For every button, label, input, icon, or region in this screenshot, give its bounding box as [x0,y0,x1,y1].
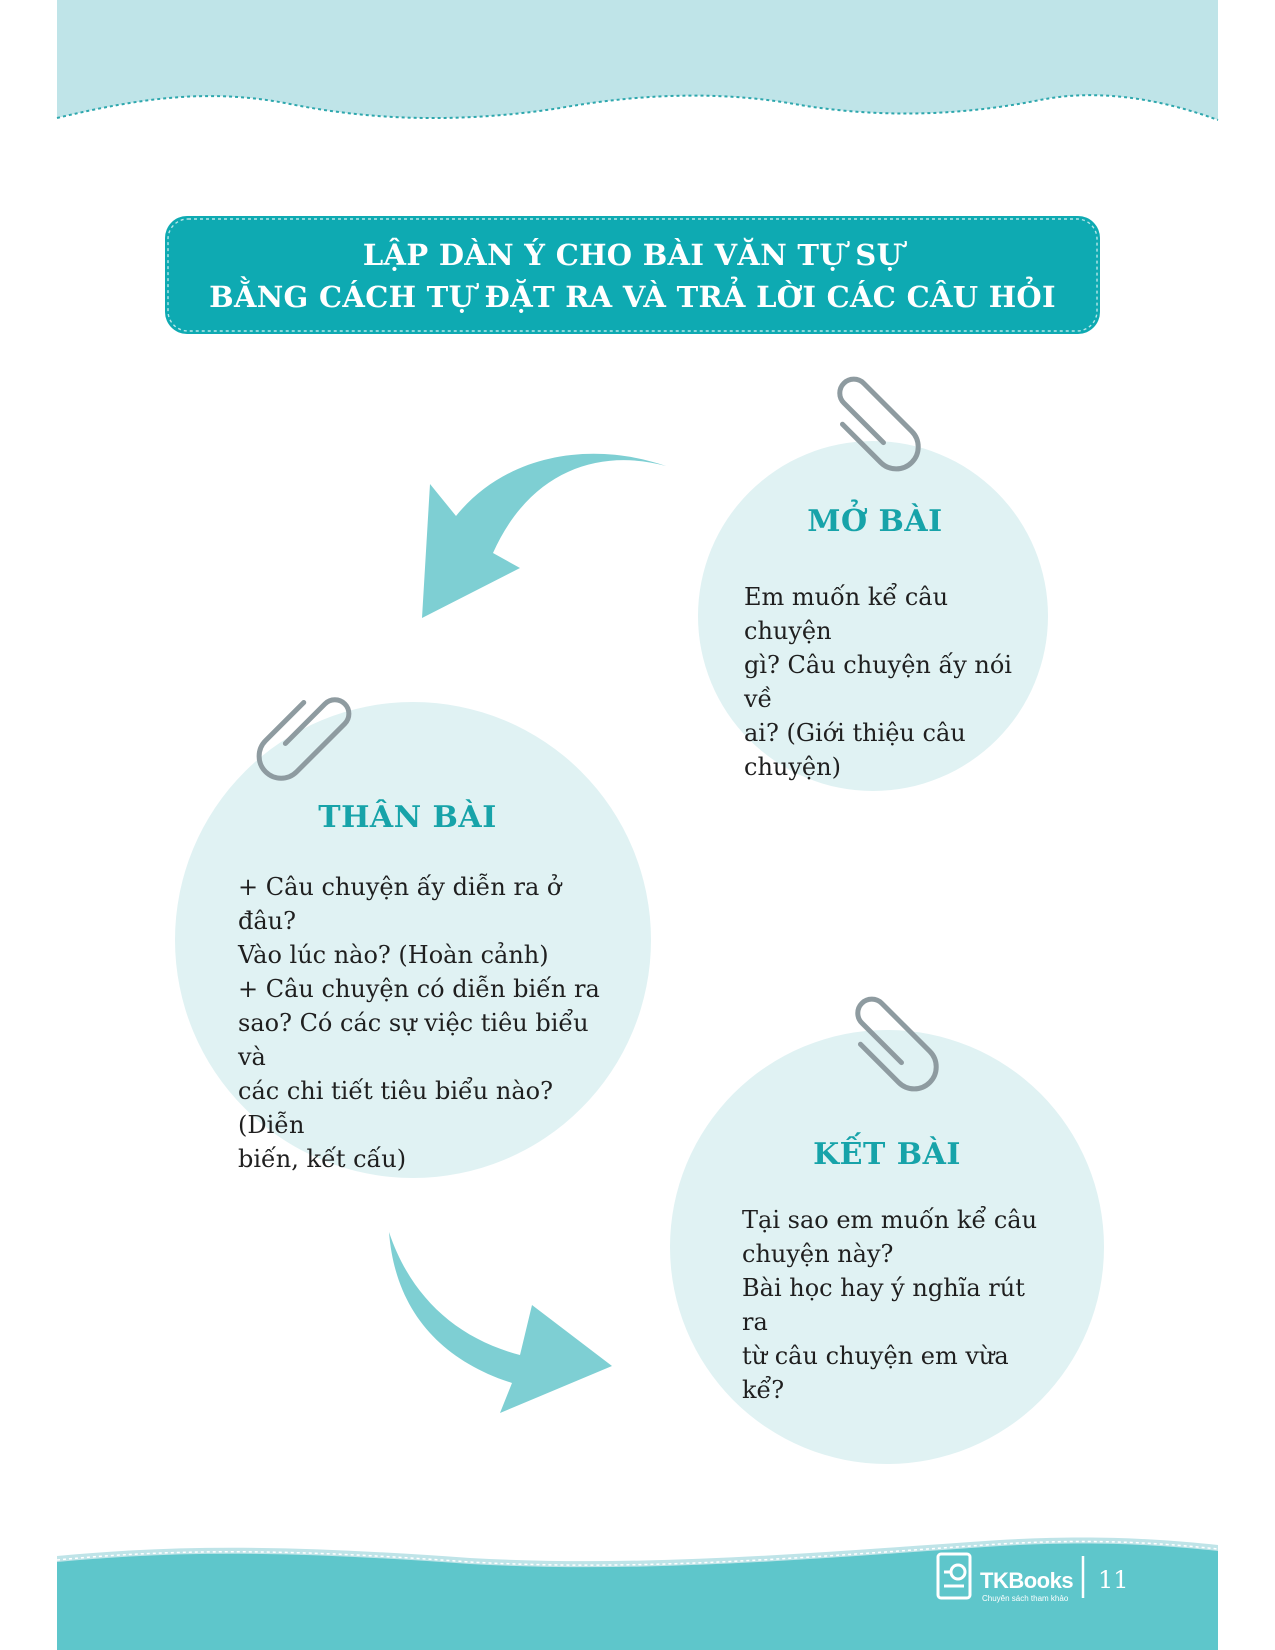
page-number: 11 [1098,1566,1129,1594]
arrow-bottom [389,1232,612,1413]
title-line-2: BẰNG CÁCH TỰ ĐẶT RA VÀ TRẢ LỜI CÁC CÂU HỎI [209,280,1056,314]
than-bai-heading: THÂN BÀI [318,800,497,835]
header-wave-band [57,0,1218,120]
ket-bai-line: Bài học hay ý nghĩa rút ra [742,1274,1025,1336]
arrow-top [422,454,666,618]
ket-bai-text [742,1203,1042,1407]
than-bai-line: + Câu chuyện có diễn biến ra [238,975,600,1003]
ket-bai-line: Tại sao em muốn kể câu [742,1206,1038,1234]
than-bai-line: Vào lúc nào? (Hoàn cảnh) [238,941,549,969]
brand-name: TKBooks [980,1568,1074,1593]
mo-bai-text [744,580,1034,784]
ket-bai-line: từ câu chuyện em vừa kể? [742,1342,1009,1404]
mo-bai-line: ai? (Giới thiệu câu chuyện) [744,719,966,781]
mo-bai-heading: MỞ BÀI [807,504,943,539]
than-bai-line: biến, kết cấu) [238,1145,407,1173]
than-bai-line: sao? Có các sự việc tiêu biểu và [238,1009,589,1071]
than-bai-text [238,870,618,1176]
page-title [165,218,1100,334]
title-line-1: LẬP DÀN Ý CHO BÀI VĂN TỰ SỰ [362,238,903,272]
ket-bai-line: chuyện này? [742,1240,894,1268]
than-bai-line: các chi tiết tiêu biểu nào? (Diễn [238,1077,553,1139]
mo-bai-line: gì? Câu chuyện ấy nói về [744,651,1012,713]
than-bai-line: + Câu chuyện ấy diễn ra ở đâu? [238,873,562,935]
mo-bai-line: Em muốn kể câu chuyện [744,583,949,645]
brand-tagline: Chuyên sách tham khảo [982,1594,1069,1603]
ket-bai-heading: KẾT BÀI [813,1137,961,1172]
